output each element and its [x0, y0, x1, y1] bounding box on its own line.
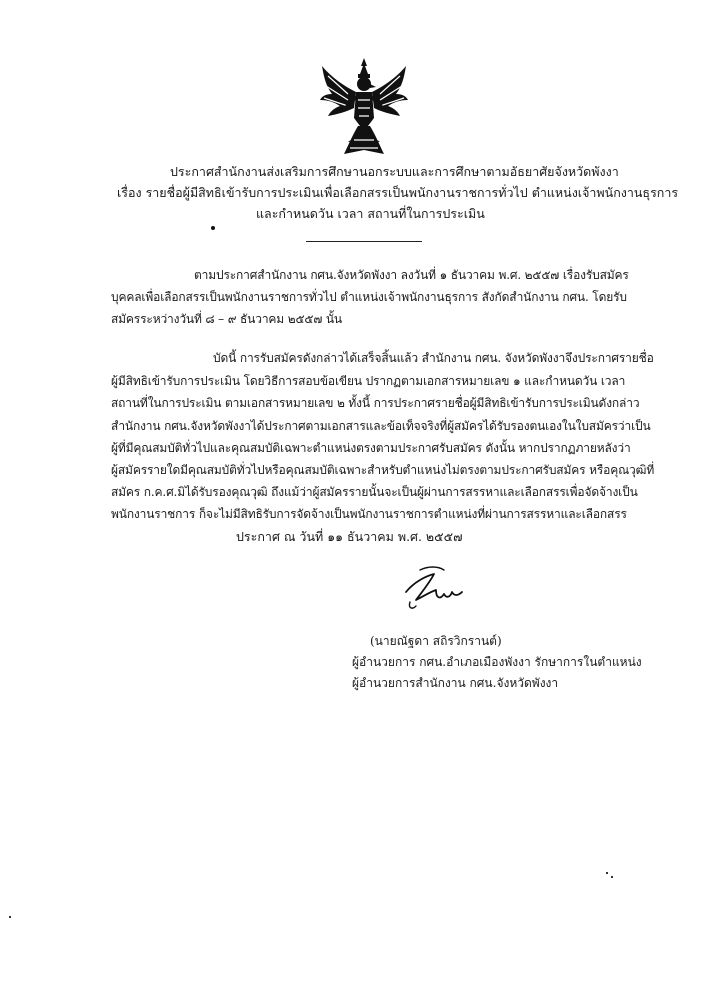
paragraph-1-line: บุคคลเพื่อเลือกสรรเป็นพนักงานราชการทั่วไป ตำแหน่งเจ้าพนักงานธุรการ สังกัดสำนักงาน กศน. โดยรับ: [111, 290, 627, 304]
signatory-name: (นายณัฐดา สถิรวิกรานต์): [370, 634, 502, 648]
handwritten-signature: [400, 562, 470, 614]
announcement-title: ประกาศสำนักงานส่งเสริมการศึกษานอกระบบและการศึกษาตามอัธยาศัยจังหวัดพังงา: [170, 164, 619, 179]
paragraph-2-line: สมัคร ก.ค.ศ.มิได้รับรองคุณวุฒิ ถึงแม้ว่าผู้สมัครรายนั้นจะเป็นผู้ผ่านการสรรหาและเลือกสรรเพื่อจัดจ้างเป็น: [111, 485, 638, 499]
announcement-subject-continued: และกำหนดวัน เวลา สถานที่ในการประเมิน: [256, 206, 485, 221]
paragraph-1-line: สมัครระหว่างวันที่ ๘ – ๙ ธันวาคม ๒๕๕๗ นั้น: [111, 312, 342, 326]
announcement-subject: เรื่อง รายชื่อผู้มีสิทธิเข้ารับการประเมินเพื่อเลือกสรรเป็นพนักงานราชการทั่วไป ตำแหน่งเจ้าพนักงานธุรการ: [117, 185, 679, 200]
scan-speck: [9, 916, 11, 918]
paragraph-2-line: ผู้มีสิทธิเข้ารับการประเมิน โดยวิธีการสอบข้อเขียน ปรากฏตามเอกสารหมายเลข ๑ และกำหนดวัน เวลา: [111, 374, 626, 388]
scan-speck: [606, 872, 608, 874]
paragraph-2-line: ผู้ที่มีคุณสมบัติทั่วไปและคุณสมบัติเฉพาะตำแหน่งตรงตามประกาศรับสมัคร ดังนั้น หากปรากฏภายหลังว่า: [111, 441, 631, 455]
garuda-emblem-icon: [318, 56, 410, 158]
paragraph-2-line: พนักงานราชการ ก็จะไม่มีสิทธิรับการจัดจ้างเป็นพนักงานราชการตำแหน่งที่ผ่านการสรรหาและเลือกสรร: [111, 507, 627, 521]
paragraph-2-line: บัดนี้ การรับสมัครดังกล่าวได้เสร็จสิ้นแล้ว สำนักงาน กศน. จังหวัดพังงาจึงประกาศรายชื่อ: [213, 351, 654, 365]
signatory-position: ผู้อำนวยการ กศน.อำเภอเมืองพังงา รักษาการในตำแหน่ง: [352, 655, 642, 669]
paragraph-2-line: สถานที่ในการประเมิน ตามเอกสารหมายเลข ๒ ทั้งนี้ การประกาศรายชื่อผู้มีสิทธิเข้ารับการประเมินดังกล่าว: [111, 396, 640, 410]
ink-dot: [211, 226, 215, 230]
announcement-date: ประกาศ ณ วันที่ ๑๑ ธันวาคม พ.ศ. ๒๕๕๗: [236, 529, 463, 544]
paragraph-2-line: ผู้สมัครรายใดมีคุณสมบัติทั่วไปหรือคุณสมบัติเฉพาะสำหรับตำแหน่งไม่ตรงตามประกาศรับสมัคร หรือคุณวุฒิที่: [111, 463, 655, 477]
paragraph-2-line: สำนักงาน กศน.จังหวัดพังงาได้ประกาศตามเอกสารและข้อเท็จจริงที่ผู้สมัครได้รับรองตนเองในใบสมัครว่าเป็น: [111, 419, 651, 433]
divider: [306, 241, 422, 242]
scan-speck: [611, 876, 613, 878]
paragraph-1-line: ตามประกาศสำนักงาน กศน.จังหวัดพังงา ลงวันที่ ๑ ธันวาคม พ.ศ. ๒๕๕๗ เรื่องรับสมัคร: [194, 268, 629, 282]
signatory-position-2: ผู้อำนวยการสำนักงาน กศน.จังหวัดพังงา: [352, 676, 559, 690]
